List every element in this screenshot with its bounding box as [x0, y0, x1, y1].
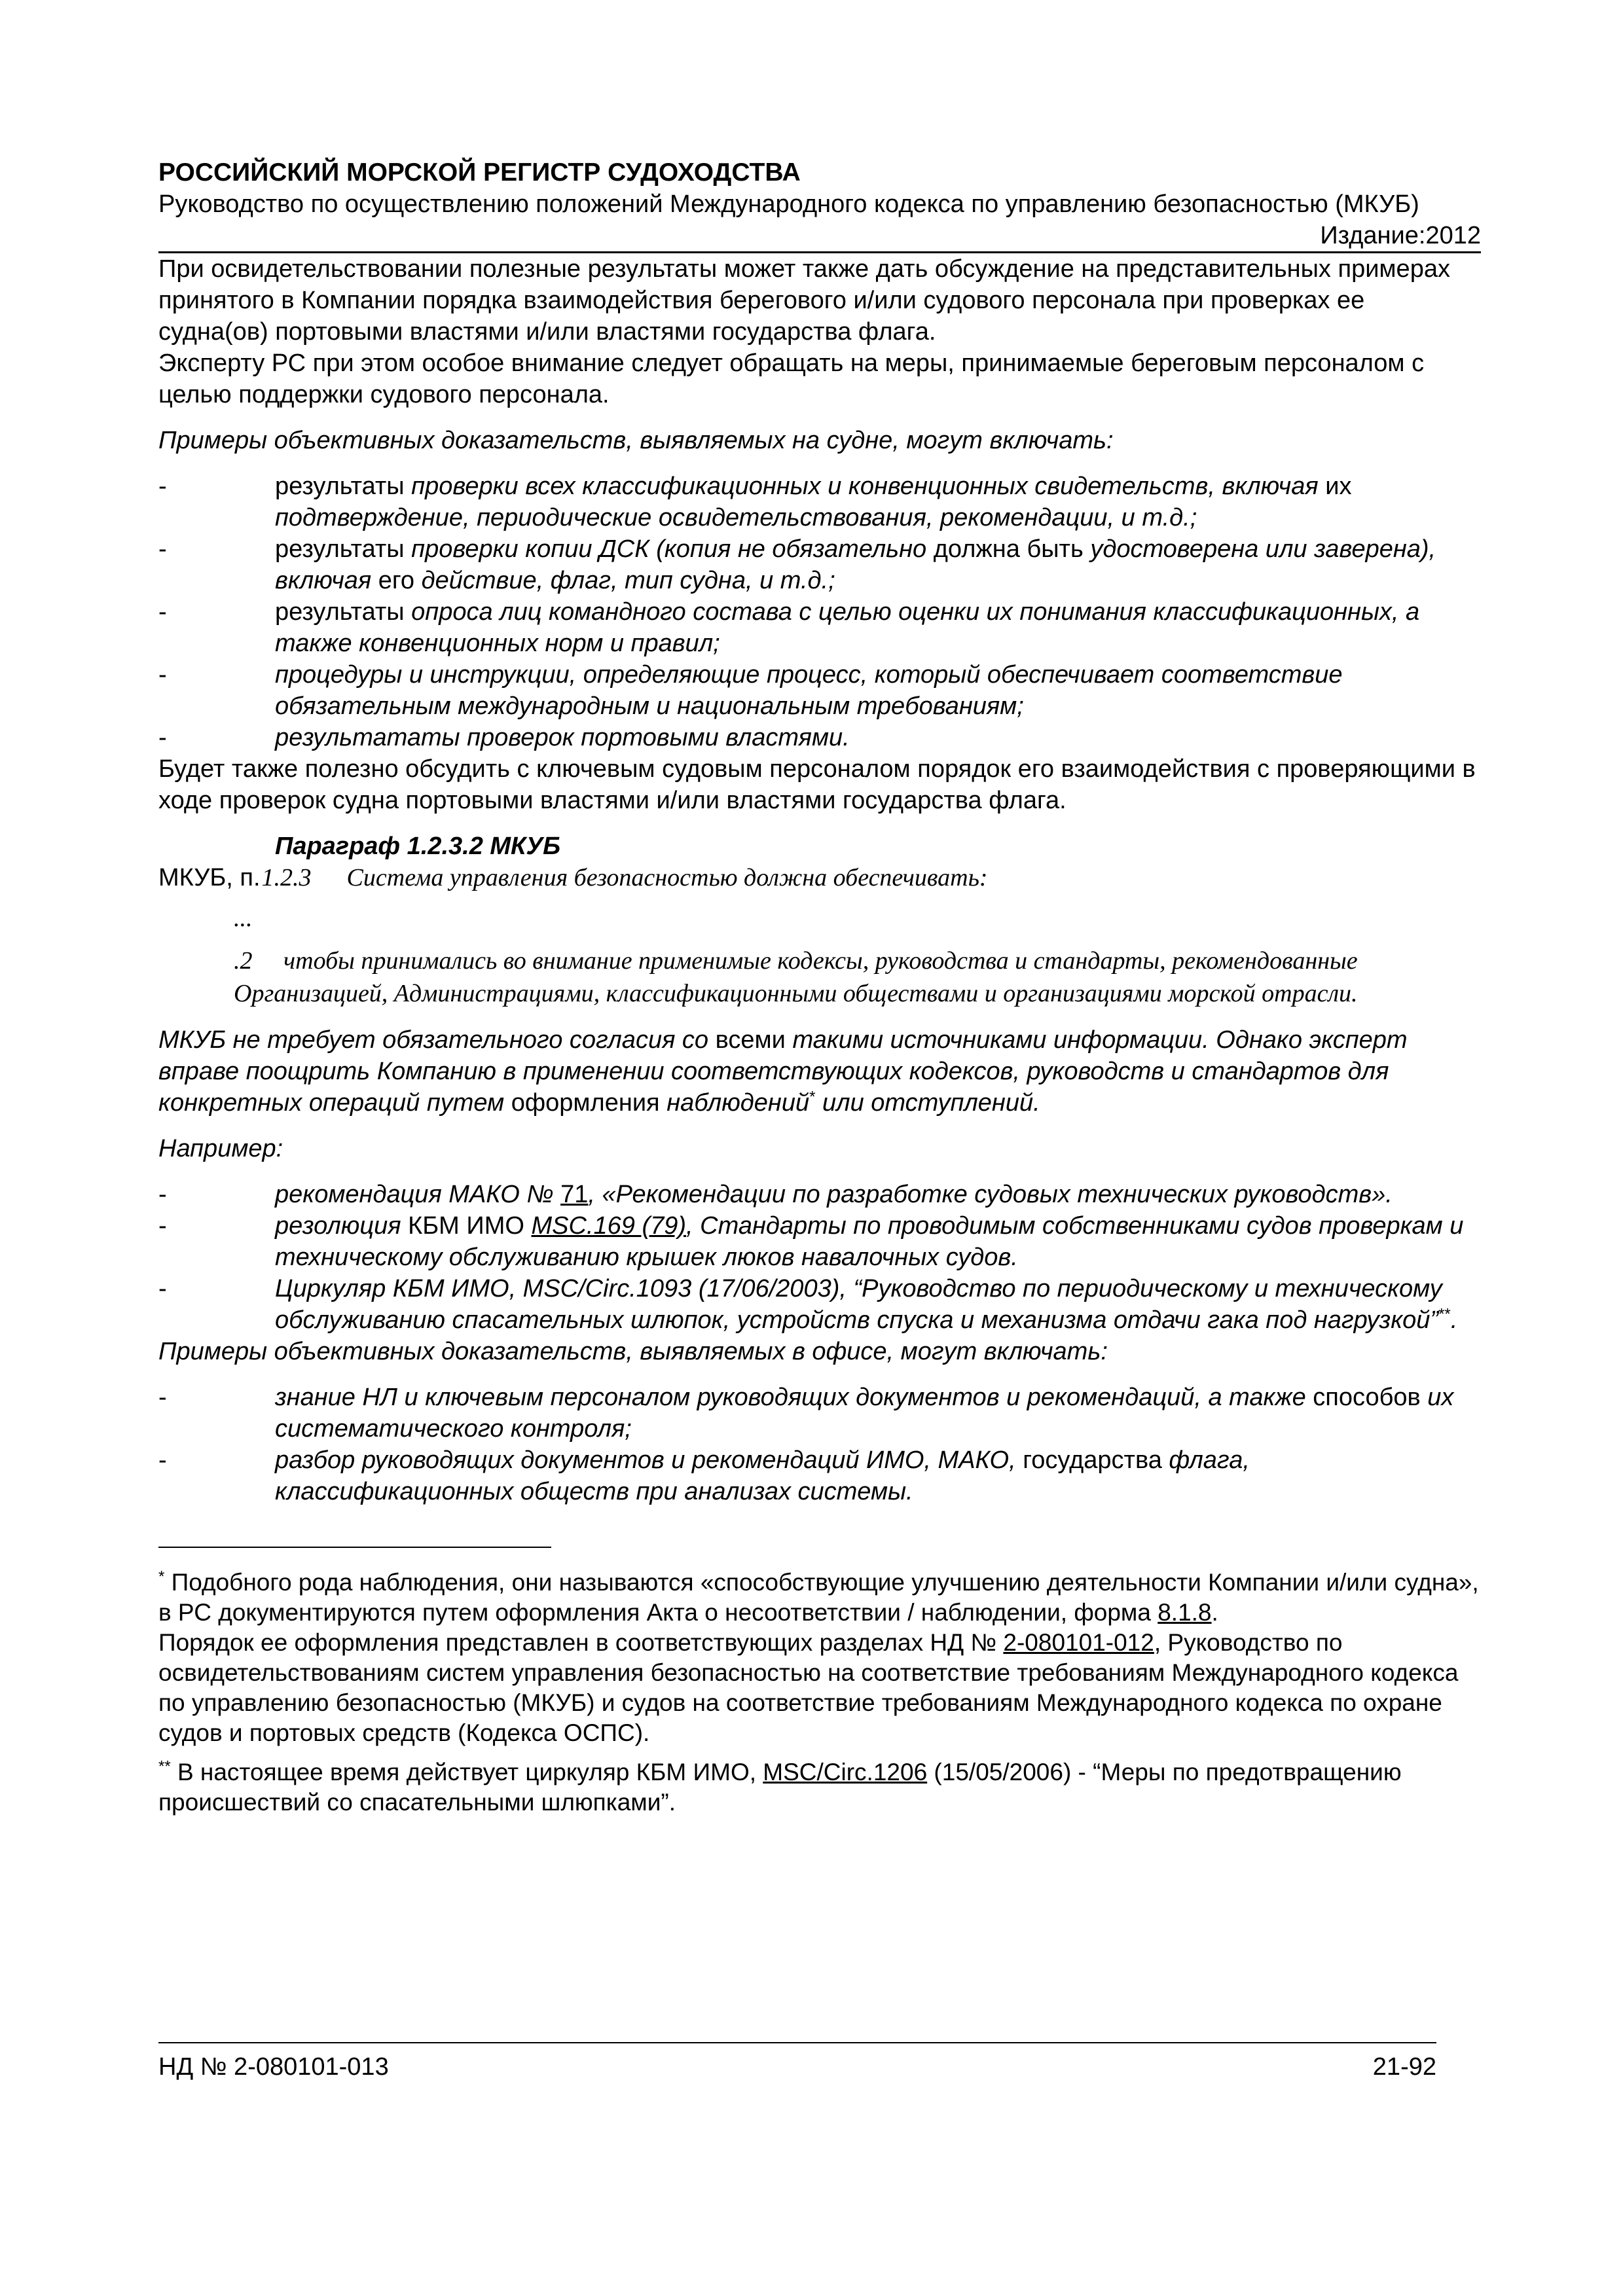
list-item: - результататы проверок портовыми властями.: [158, 724, 850, 751]
document-link[interactable]: 2-080101-012: [1003, 1629, 1154, 1656]
footnote: ** В настоящее время действует циркуляр КБМ ИМО, MSC/Circ.1206 (15/05/2006) - “Меры по предотвращению происшествий со спасательными шлюпками”.: [158, 1757, 1402, 1816]
document-subtitle: Руководство по осуществлению положений Международного кодекса по управлению безопасностью (МКУБ): [158, 190, 1419, 218]
organization-title: РОССИЙСКИЙ МОРСКОЙ РЕГИСТР СУДОХОДСТВА: [158, 158, 801, 187]
circular-link[interactable]: MSC/Circ.1206: [763, 1759, 928, 1785]
page-number: 21-92: [1372, 2053, 1436, 2081]
list-item: - знание НЛ и ключевым персоналом руководящих документов и рекомендаций, а также способов их систематического контроля;: [158, 1384, 1454, 1443]
page-footer: [158, 2042, 1436, 2083]
quote-reference: МКУБ, п.: [158, 864, 261, 891]
list-item: - результаты проверки всех классификационных и конвенционных свидетельств, включая их подтверждение, периодические освидетельствования, рекомендации, и т.д.;: [158, 473, 1352, 531]
list-item: - результаты опроса лиц командного состава с целью оценки их понимания классификационных, а также конвенционных норм и правил;: [158, 598, 1420, 657]
office-evidence-intro: Примеры объективных доказательств, выявляемых в офисе, могут включать:: [158, 1338, 1108, 1365]
document-number: НД № 2-080101-013: [158, 2053, 389, 2081]
example-label: Например:: [158, 1135, 283, 1162]
paragraph: Будет также полезно обсудить с ключевым судовым персоналом порядок его взаимодействия с проверяющими в ходе проверок судна портовыми властями и/или властями государства флага.: [158, 755, 1476, 814]
paragraph: При освидетельствовании полезные результаты может также дать обсуждение на представительных примерах принятого в Компании порядка взаимодействия берегового и/или судового персонала при проверках ее судна(ов) портовыми властями и/или властями государства флага.: [158, 255, 1450, 346]
quote-lead: Система управления безопасностью должна обеспечивать:: [346, 864, 988, 891]
ship-evidence-intro: Примеры объективных доказательств, выявляемых на судне, могут включать:: [158, 427, 1114, 454]
ship-evidence-list: [158, 471, 1481, 753]
examples-list: [158, 1179, 1481, 1336]
footnote-divider: [158, 1547, 551, 1548]
list-item: - разбор руководящих документов и рекомендаций ИМО, МАКО, государства флага, классификационных обществ при анализах системы.: [158, 1446, 1250, 1505]
list-item: - Циркуляр КБМ ИМО, MSC/Circ.1093 (17/06/2003), “Руководство по периодическому и техническому обслуживанию спасательных шлюпок, устройств спуска и механизма отдачи гака под нагрузкой”**.: [158, 1275, 1458, 1334]
footnotes: [158, 1568, 1481, 1818]
section-heading: Параграф 1.2.3.2 МКУБ: [275, 833, 561, 860]
footnote: * Подобного рода наблюдения, они называются «способствующие улучшению деятельности Компании и/или судна», в РС документируются путем оформления Акта о несоответствии / наблюдении, форма 8.1.8.: [158, 1568, 1479, 1626]
footer-divider: [158, 2042, 1436, 2043]
office-evidence-list: [158, 1382, 1481, 1507]
document-link[interactable]: MSC.169 (79): [531, 1212, 687, 1240]
quote-ellipsis: ...: [234, 905, 253, 932]
paragraph: Эксперту РС при этом особое внимание следует обращать на меры, принимаемые береговым персоналом с целью поддержки судового персонала.: [158, 350, 1425, 408]
list-item: - резолюция КБМ ИМО MSC.169 (79), Стандарты по проводимым собственниками судов проверкам и техническому обслуживанию крышек люков навалочных судов.: [158, 1212, 1464, 1271]
quote-item: .2 чтобы принимались во внимание применимые кодексы, руководства и стандарты, рекомендованные Организацией, Администрациями, классификационными обществами и организациями морской отрасли.: [234, 947, 1358, 1007]
edition-label: Издание:2012: [1320, 222, 1481, 249]
list-item: - процедуры и инструкции, определяющие процесс, который обеспечивает соответствие обязательным международным и национальным требованиям;: [158, 661, 1343, 720]
footnote: Порядок ее оформления представлен в соответствующих разделах НД № 2-080101-012, Руководство по освидетельствованиям систем управления безопасностью на соответствие требованиям Международного кодекса по управлению безопасностью (МКУБ) и судов на соответствие требованиям Международного кодекса по охране судов и портовых средств (Кодекса ОСПС).: [158, 1629, 1459, 1746]
list-item: - результаты проверки копии ДСК (копия не обязательно должна быть удостоверена или заверена), включая его действие, флаг, тип судна, и т.д.;: [158, 535, 1436, 594]
form-link[interactable]: 8.1.8: [1158, 1599, 1212, 1626]
paragraph: МКУБ не требует обязательного согласия со всеми такими источниками информации. Однако эксперт вправе поощрить Компанию в применении соответствующих кодексов, руководств и стандартов для конкретных операций путем оформления наблюдений* или отступлений.: [158, 1026, 1408, 1117]
footnote-ref[interactable]: *: [809, 1088, 816, 1106]
code-quote: [158, 862, 1481, 1010]
document-link[interactable]: 71: [560, 1181, 589, 1208]
list-item: - рекомендация МАКО № 71, «Рекомендации по разработке судовых технических руководств».: [158, 1181, 1393, 1208]
document-page: [158, 157, 1481, 1818]
quote-number: 1.2.3: [261, 864, 312, 891]
